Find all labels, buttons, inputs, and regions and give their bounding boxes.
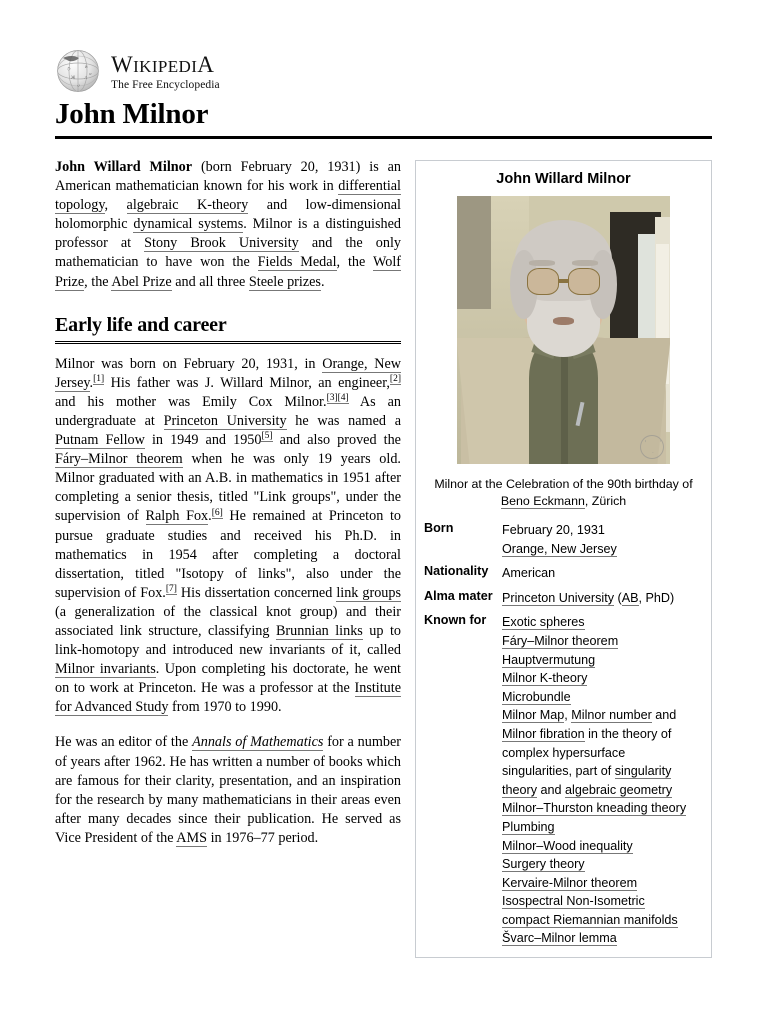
citation-ref[interactable]: [7] (165, 584, 177, 595)
text-run: Milnor at the Celebration of the 90th birthday of (434, 477, 693, 491)
infobox-row (416, 610, 711, 951)
wiki-link[interactable]: AB (621, 590, 639, 605)
citation-ref[interactable]: [6] (211, 507, 223, 518)
wiki-link[interactable]: Princeton University (163, 412, 287, 429)
wiki-link[interactable]: Isospectral Non-Isometric (502, 894, 645, 909)
infobox-value-line (502, 855, 703, 874)
wiki-link[interactable]: Beno Eckmann (500, 494, 585, 508)
citation-ref[interactable]: [2] (389, 374, 401, 385)
wiki-link[interactable]: Stony Brook University (144, 235, 299, 252)
text-run: As an undergraduate at (55, 393, 402, 429)
infobox-value-line (502, 521, 703, 540)
text-run: and all three (171, 273, 249, 290)
infobox-value-line (502, 564, 703, 583)
text-run: in 1976–77 period. (207, 829, 319, 846)
infobox-value-line (502, 892, 703, 911)
wiki-link[interactable]: Hauptvermutung (502, 652, 596, 667)
infobox-value-line (502, 837, 703, 856)
text-run: . (320, 273, 325, 290)
text-run: and (651, 708, 677, 723)
article-body (55, 158, 401, 848)
infobox-value-line (502, 929, 703, 948)
infobox-row (416, 518, 711, 561)
text-run: Milnor was born on February 20, 1931, in (55, 355, 323, 372)
text-run: His dissertation concerned (176, 584, 337, 601)
text-run: and also proved the (272, 432, 401, 449)
wiki-link[interactable]: Brunnian links (275, 622, 363, 639)
wiki-link[interactable]: dynamical systems (133, 216, 244, 233)
wiki-link[interactable]: Exotic spheres (502, 615, 585, 630)
infobox-caption (416, 469, 711, 518)
text-run: in 1949 and 1950 (144, 432, 262, 449)
text-run: when he was only 19 years old. Milnor graduated with an A.B. in mathematics in 1951 after completing a senior thesis, titled "Link groups", under the supervision of (55, 451, 401, 525)
wiki-link[interactable]: algebraic geometry (565, 782, 673, 797)
wiki-link[interactable]: Milnor–Wood inequality (502, 838, 633, 853)
paragraph-early-life (55, 355, 401, 718)
text-run: and low-dimensional holomorphic (55, 197, 401, 233)
svg-text:א: א (89, 71, 92, 76)
wikipedia-wordmark: WIKIPEDIA (111, 52, 215, 77)
infobox-value-line (502, 781, 703, 800)
text-run: up to link-homotopy and introduced new invariants of it, called (55, 622, 401, 659)
photo-watermark-icon (640, 435, 663, 459)
title-rule (55, 136, 712, 139)
wikipedia-globe-icon (55, 48, 101, 94)
wiki-link[interactable]: AMS (176, 829, 208, 846)
infobox-rows (416, 518, 711, 951)
text-run: , the (336, 254, 373, 271)
portrait-photo-john-milnor (457, 196, 670, 464)
text-run: . (89, 374, 94, 391)
infobox-value-line (502, 762, 703, 781)
citation-ref[interactable]: [5] (261, 431, 273, 442)
infobox-value-line (502, 540, 703, 559)
wiki-link[interactable]: Putnam Fellow (55, 432, 145, 449)
text-run: American (502, 566, 556, 581)
infobox-value-line (502, 669, 703, 688)
wiki-link[interactable]: Milnor K-theory (502, 671, 588, 686)
infobox-row (416, 586, 711, 611)
text-run: and his mother was Emily Cox Milnor. (55, 393, 327, 410)
paragraph-annals (55, 733, 401, 848)
infobox-row (416, 561, 711, 586)
infobox (415, 160, 712, 958)
text-run: for a number of years after 1962. He has written a number of books which are famous for their clarity, presentation, and an inspiration for the research by many mathematicians in their areas even after many decades since their publication. He served as Vice President of the (55, 734, 401, 846)
infobox-table (416, 518, 711, 951)
text-run: , (564, 708, 572, 723)
svg-text:ル: ル (84, 75, 88, 80)
infobox-value-line (502, 744, 703, 763)
section-heading-early-life: Early life and career (55, 313, 227, 336)
citation-ref[interactable]: [3][4] (326, 393, 349, 404)
wiki-link[interactable]: Orange, New Jersey (502, 541, 617, 556)
wiki-link[interactable]: Švarc–Milnor lemma (502, 931, 617, 946)
wiki-link[interactable]: Microbundle (502, 689, 571, 704)
infobox-value-line (502, 589, 703, 608)
infobox-value-line (502, 688, 703, 707)
infobox-title: John Willard Milnor (496, 171, 631, 187)
infobox-value-line (502, 818, 703, 837)
text-run: , PhD) (638, 590, 675, 605)
wiki-link[interactable]: Abel Prize (111, 273, 172, 290)
wiki-link[interactable]: Fáry–Milnor theorem (502, 633, 619, 648)
infobox-value-line (502, 706, 703, 725)
text-run: (born February 20, 1931) is an American mathematician known for his work in (55, 159, 401, 195)
svg-text:ن: ن (77, 82, 80, 87)
wiki-link[interactable]: link groups (336, 584, 402, 601)
svg-text:ひ: ひ (67, 66, 71, 71)
citation-ref[interactable]: [1] (93, 374, 105, 385)
text-run: and the only mathematician to have won the (55, 235, 401, 271)
text-run: February 20, 1931 (502, 523, 605, 537)
text-run: he was named a (286, 412, 401, 429)
infobox-value-line (502, 725, 703, 744)
wiki-link[interactable]: differential topology (55, 178, 401, 214)
wiki-link[interactable]: compact Riemannian manifolds (502, 912, 678, 927)
wiki-link[interactable]: Milnor invariants (55, 661, 156, 678)
text-run: . Upon completing his doctorate, he went on to work at Princeton. He was a professor at the (55, 661, 402, 697)
text-run: , Zürich (584, 494, 627, 508)
lead-paragraph (55, 158, 401, 292)
text-run: from 1970 to 1990. (168, 699, 282, 716)
section-rule (55, 341, 401, 344)
wiki-link[interactable]: Surgery theory (502, 857, 585, 872)
wiki-link[interactable]: Institute for Advanced Study (55, 680, 401, 716)
infobox-row-value (502, 561, 711, 586)
text-run: . (208, 508, 212, 525)
infobox-row-label: Born (424, 521, 454, 535)
text-run: singularities, part of (502, 764, 615, 779)
wiki-link[interactable]: theory (502, 782, 538, 797)
text-run: complex hypersurface (502, 745, 626, 760)
infobox-value-line (502, 632, 703, 651)
infobox-row-label: Known for (424, 613, 487, 628)
wiki-link[interactable]: algebraic K-theory (126, 197, 249, 214)
wiki-link[interactable]: Fields Medal (257, 254, 337, 271)
infobox-image-wrap (416, 196, 711, 469)
infobox-row-value (502, 518, 711, 561)
wikipedia-tagline: The Free Encyclopedia (111, 79, 220, 91)
page-title: John Milnor (55, 98, 209, 130)
svg-text:и: и (85, 64, 88, 69)
wiki-link[interactable]: Ralph Fox (145, 508, 209, 525)
wiki-link[interactable]: Milnor Map (502, 708, 565, 723)
text-run: and (537, 782, 566, 797)
wiki-link[interactable]: Steele prizes (248, 273, 321, 290)
svg-text:Ж: Ж (71, 75, 76, 80)
text-run: (a generalization of the classical knot group) and their associated link structure, classifying (55, 603, 401, 639)
infobox-row-value (502, 586, 711, 611)
wiki-link[interactable]: Kervaire-Milnor theorem (502, 875, 638, 890)
wiki-link[interactable]: Milnor number (571, 708, 652, 723)
text-run: , the (84, 273, 112, 290)
wiki-link[interactable]: Milnor fibration (502, 726, 585, 741)
wiki-link[interactable]: singularity (614, 764, 672, 779)
text-run: in the theory of (584, 726, 672, 741)
text-run: ( (614, 590, 622, 605)
wiki-link[interactable]: Fáry–Milnor theorem (55, 451, 183, 468)
wiki-link[interactable]: Plumbing (502, 819, 555, 834)
text-run: . Milnor is a distinguished professor at (55, 216, 401, 252)
subject-name: John Willard Milnor (55, 159, 193, 175)
wiki-link[interactable]: Orange, New Jersey (55, 355, 401, 391)
wiki-link[interactable]: Princeton University (502, 590, 614, 605)
text-run: , (104, 197, 127, 214)
text-run: He remained at Princeton to pursue graduate studies and received his Ph.D. in mathematics in 1954 after completing a doctoral dissertation, titled "Isotopy of links", also under the supervision of Fox. (55, 508, 401, 601)
wiki-link[interactable]: Wolf Prize (55, 254, 401, 290)
infobox-value-line (502, 911, 703, 930)
infobox-row-label: Nationality (424, 564, 489, 579)
infobox-value-line (502, 799, 703, 818)
text-run: His father was J. Willard Milnor, an engineer, (104, 374, 390, 391)
infobox-value-line (502, 613, 703, 632)
text-run: He was an editor of the (55, 734, 193, 751)
infobox-value-line (502, 651, 703, 670)
infobox-value-line (502, 874, 703, 893)
infobox-row-value (502, 610, 711, 951)
masthead (55, 48, 220, 94)
wiki-link[interactable]: Annals of Mathematics (192, 734, 324, 751)
wiki-link[interactable]: Milnor–Thurston kneading theory (502, 801, 687, 816)
infobox-row-label: Alma mater (424, 588, 493, 603)
